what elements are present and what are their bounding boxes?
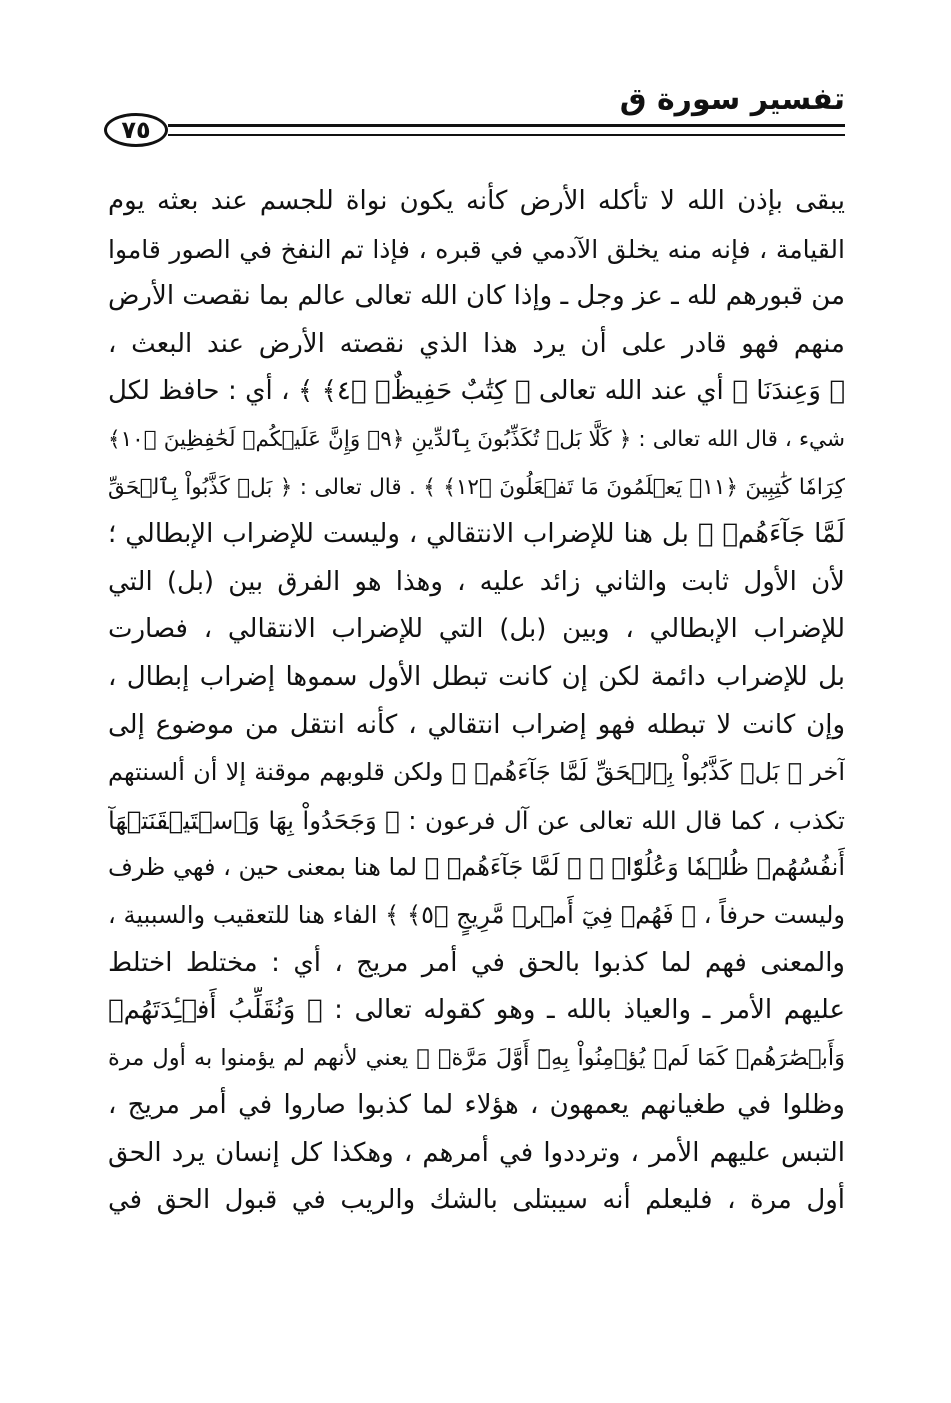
text-line: أَنفُسُهُمۡ ظُلۡمٗا وَعُلُوّٗاۚ ﴾ ﴿ لَمَّا جَآءَهُمۡ ﴾ لما هنا بمعنى حين ، فهي ظرف bbox=[108, 853, 845, 882]
text-line: ﴿ وَعِندَنَا ﴾ أي عند الله تعالى ﴿ كِتَٰبٌ حَفِيظٌۢ ﴿٤﴾ ﴾ ، أي : حافظ لكل bbox=[108, 376, 845, 407]
page-number-badge: ٧٥ bbox=[104, 113, 168, 147]
text-line: آخر ﴿ بَلۡ كَذَّبُواْ بِٱلۡحَقِّ لَمَّا جَآءَهُمۡ ﴾ ولكن قلوبهم موقنة إلا أن ألسنتهم bbox=[108, 758, 845, 787]
text-line: من قبورهم لله ـ عز وجل ـ وإذا كان الله تعالى عالم بما نقصت الأرض bbox=[108, 281, 845, 312]
text-line: وَأَبۡصَٰرَهُمۡ كَمَا لَمۡ يُؤۡمِنُواْ بِهِۦٓ أَوَّلَ مَرَّةٖ ﴾ يعني لأنهم لم يؤمنوا به أول مرة bbox=[108, 1044, 845, 1071]
running-header-title: تفسير سورة ق bbox=[619, 82, 845, 117]
text-line: وإن كانت لا تبطله فهو إضراب انتقالي ، كأنه انتقل من موضوع إلى bbox=[108, 709, 845, 740]
text-line: عليهم الأمر ـ والعياذ بالله ـ وهو كقوله تعالى : ﴿ وَنُقَلِّبُ أَفۡـِٔدَتَهُمۡ bbox=[108, 995, 845, 1026]
text-line: القيامة ، فإنه منه يخلق الآدمي في قبره ، فإذا تم النفخ في الصور قاموا bbox=[108, 234, 845, 264]
text-line: لَمَّا جَآءَهُمۡ ﴾ بل هنا للإضراب الانتقالي ، وليست للإضراب الإبطالي ؛ bbox=[108, 519, 845, 550]
text-line: أول مرة ، فليعلم أنه سيبتلى بالشك والريب في قبول الحق في bbox=[108, 1185, 845, 1216]
text-line: شيء ، قال الله تعالى : ﴿ كَلَّا بَلۡ تُكَذِّبُونَ بِٱلدِّينِ ﴿٩﴾ وَإِنَّ عَلَيۡكُمۡ لَحَٰفِظِينَ ﴿١٠﴾ bbox=[108, 426, 845, 452]
text-line: منهم فهو قادر على أن يرد هذا الذي نقصته الأرض عند البعث ، bbox=[108, 328, 845, 359]
text-line: التبس عليهم الأمر ، وترددوا في أمرهم ، وهكذا كل إنسان يرد الحق bbox=[108, 1137, 845, 1168]
text-line: للإضراب الإبطالي ، وبين (بل) التي للإضراب الانتقالي ، فصارت bbox=[108, 614, 845, 645]
text-line: وظلوا في طغيانهم يعمهون ، هؤلاء لما كذبوا صاروا في أمر مريج ، bbox=[108, 1090, 845, 1121]
text-line: والمعنى فهم لما كذبوا بالحق في أمر مريج ، أي : مختلط اختلط bbox=[108, 947, 845, 978]
header-double-rule bbox=[168, 124, 845, 136]
text-line: تكذب ، كما قال الله تعالى عن آل فرعون : ﴿ وَجَحَدُواْ بِهَا وَٱسۡتَيۡقَنَتۡهَآ bbox=[108, 805, 845, 835]
body-text bbox=[108, 178, 845, 1225]
text-line: وليست حرفاً ، ﴿ فَهُمۡ فِيٓ أَمۡرٖ مَّرِيجٍ ﴿٥﴾ ﴾ الفاء هنا للتعقيب والسببية ، bbox=[108, 900, 845, 929]
text-line: بل للإضراب دائمة لكن إن كانت تبطل الأول سموها إضراب إبطال ، bbox=[108, 661, 845, 692]
text-line: يبقى بإذن الله لا تأكله الأرض كأنه يكون نواة للجسم عند بعثه يوم bbox=[108, 186, 845, 216]
text-line: لأن الأول ثابت والثاني زائد عليه ، وهذا هو الفرق بين (بل) التي bbox=[108, 566, 845, 597]
text-line: كِرَامٗا كَٰتِبِينَ ﴿١١﴾ يَعۡلَمُونَ مَا تَفۡعَلُونَ ﴿١٢﴾ ﴾ . قال تعالى : ﴿ بَلۡ كَذَّبُواْ بِٱلۡحَقِّ bbox=[108, 474, 845, 500]
